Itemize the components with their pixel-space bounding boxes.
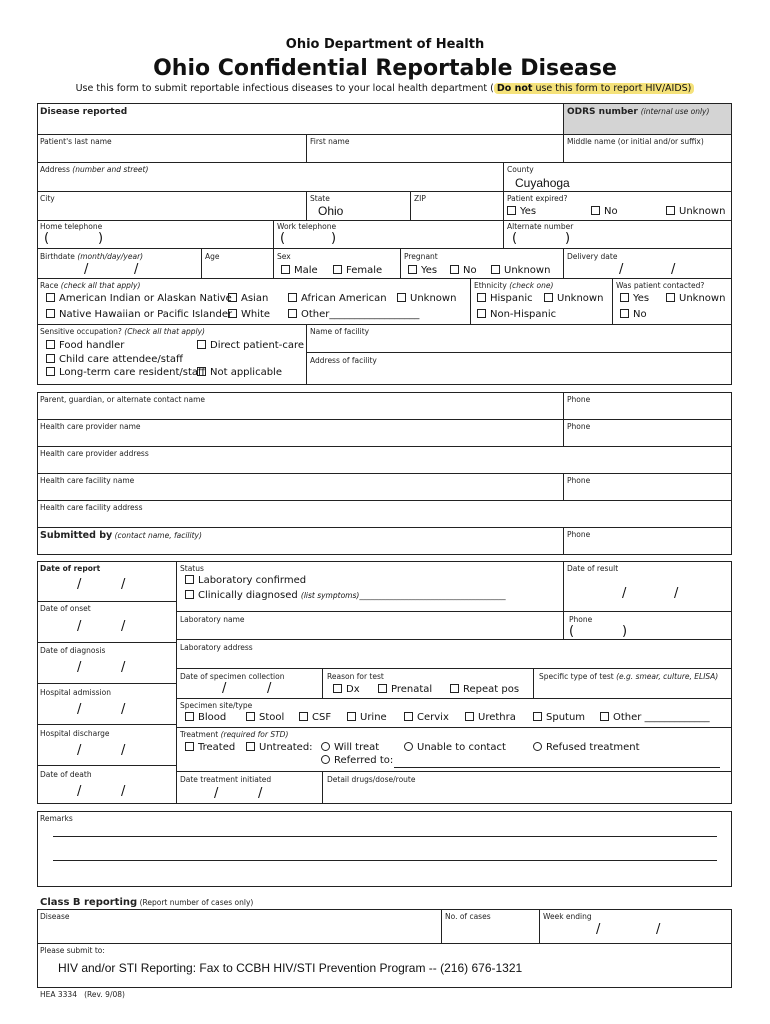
remarks-line-2[interactable]: [53, 860, 717, 861]
specimen-label: Stool: [259, 712, 285, 723]
work-phone-open: (: [280, 231, 286, 246]
reason-test-label: Reason for test: [327, 672, 384, 681]
race-unknown[interactable]: [397, 293, 456, 304]
occupation-label: Not applicable: [210, 367, 282, 378]
pregnant-unknown[interactable]: [491, 265, 550, 276]
treatment-note: (required for STD): [220, 730, 289, 739]
checkbox[interactable]: [333, 684, 342, 693]
provider-phone-label: Phone: [567, 422, 591, 431]
ethnicity-label: [474, 281, 553, 290]
race-text: Race: [40, 281, 59, 290]
race-option-label: Asian: [241, 293, 269, 304]
checkbox[interactable]: [591, 206, 600, 215]
specimen-label: Urethra: [478, 712, 516, 723]
expired-no[interactable]: [591, 206, 618, 217]
disease-reported-label: Disease reported: [40, 107, 128, 117]
hc-facility-phone-label: Phone: [567, 476, 591, 485]
checkbox[interactable]: [507, 206, 516, 215]
remarks-line-1[interactable]: [53, 836, 717, 837]
treatment-text: Treatment: [180, 730, 219, 739]
checkbox[interactable]: [477, 309, 486, 318]
race-asian[interactable]: [228, 293, 268, 304]
result-slash-2: /: [674, 586, 679, 601]
unknown-label: Unknown: [679, 293, 726, 304]
class-b-heading: [40, 897, 253, 908]
contacted-no[interactable]: [620, 309, 647, 320]
remarks-label: Remarks: [40, 814, 73, 823]
checkbox[interactable]: [347, 712, 356, 721]
onset-slash-2: /: [121, 619, 126, 634]
state-label: State: [310, 194, 330, 203]
date-treatment-label: Date treatment initiated: [180, 775, 272, 784]
date-onset-label: Date of onset: [40, 604, 91, 613]
work-phone-close: ): [331, 231, 337, 246]
reason-dx[interactable]: [333, 684, 360, 695]
checkbox[interactable]: [450, 684, 459, 693]
last-name-label: Patient's last name: [40, 137, 112, 146]
no-label: No: [604, 206, 618, 217]
date-diagnosis-label: Date of diagnosis: [40, 646, 106, 655]
checkbox[interactable]: [544, 293, 553, 302]
subtitle-post: use this form to report HIV/AIDS): [532, 83, 692, 94]
sensitive-note: (Check all that apply): [124, 327, 205, 336]
non-hispanic-label: Non-Hispanic: [490, 309, 557, 320]
home-phone-label: Home telephone: [40, 222, 103, 231]
race-african-american[interactable]: [288, 293, 387, 304]
site-other[interactable]: [600, 712, 710, 723]
sex-label: Sex: [277, 252, 291, 261]
submitted-phone-label: Phone: [567, 530, 591, 539]
specific-test-note: (e.g. smear, culture, ELISA): [616, 672, 719, 681]
occ-long-term[interactable]: [46, 367, 205, 378]
treatment-slash-1: /: [214, 786, 219, 801]
reason-repeat-pos[interactable]: [450, 684, 519, 695]
highlight: [494, 83, 695, 94]
other-line: _____________: [644, 712, 710, 723]
radio[interactable]: [321, 755, 330, 764]
specimen-label: Sputum: [546, 712, 586, 723]
dept-name: Ohio Department of Health: [285, 37, 485, 52]
specimen-slash-1: /: [222, 681, 227, 696]
checkbox[interactable]: [197, 340, 206, 349]
disease-label: Disease: [40, 912, 70, 921]
odrs-number-text: ODRS number: [567, 107, 638, 117]
alt-phone-open: (: [512, 231, 518, 246]
no-label: No: [633, 309, 647, 320]
week-ending-label: Week ending: [543, 912, 592, 921]
symptoms-line: _______________________________________: [359, 591, 506, 600]
checkbox[interactable]: [288, 293, 297, 302]
list-symptoms-note: (list symptoms): [300, 591, 360, 600]
death-slash-1: /: [77, 784, 82, 799]
submit-to-value[interactable]: HIV and/or STI Reporting: Fax to CCBH HIV/STI Prevention Program -- (216) 676-1321: [58, 961, 523, 975]
treatment-treated[interactable]: [185, 742, 235, 753]
race-option-label: White: [241, 309, 271, 320]
site-urine[interactable]: [347, 712, 387, 723]
unknown-label: Unknown: [504, 265, 551, 276]
date-death-label: Date of death: [40, 770, 92, 779]
birthdate-text: Birthdate: [40, 252, 75, 261]
checkbox[interactable]: [378, 684, 387, 693]
form-subtitle: [0, 83, 770, 94]
hospital-discharge-label: Hospital discharge: [40, 729, 110, 738]
lab-phone-close: ): [622, 624, 628, 639]
checkbox[interactable]: [477, 293, 486, 302]
delivery-slash-1: /: [619, 262, 624, 277]
num-cases-label: No. of cases: [445, 912, 491, 921]
site-blood[interactable]: [185, 712, 226, 723]
clin-diagnosed-text: Clinically diagnosed: [198, 590, 298, 601]
checkbox[interactable]: [600, 712, 609, 721]
please-submit-label: Please submit to:: [40, 946, 105, 955]
radio[interactable]: [404, 742, 413, 751]
week-slash-1: /: [596, 922, 601, 937]
occ-food-handler[interactable]: [46, 340, 124, 351]
site-sputum[interactable]: [533, 712, 585, 723]
home-phone-close: ): [98, 231, 104, 246]
contacted-label: Was patient contacted?: [616, 281, 705, 290]
odrs-label: [567, 107, 709, 117]
contacted-yes[interactable]: [620, 293, 649, 304]
prenatal-label: Prenatal: [391, 684, 433, 695]
race-option-label: American Indian or Alaskan Native: [59, 293, 232, 304]
provider-address-label: Health care provider address: [40, 449, 149, 458]
unable-contact-label: Unable to contact: [417, 742, 506, 753]
sensitive-label: [40, 327, 205, 336]
state-value[interactable]: Ohio: [318, 204, 344, 218]
submitted-by-text: Submitted by: [40, 530, 113, 541]
delivery-date-label: Delivery date: [567, 252, 618, 261]
contacted-unknown[interactable]: [666, 293, 725, 304]
lab-confirmed-text: Laboratory confirmed: [198, 575, 307, 586]
race-option-label: Native Hawaiian or Pacific Islander: [59, 309, 233, 320]
occ-direct-care[interactable]: [197, 340, 304, 351]
checkbox[interactable]: [185, 742, 194, 751]
lab-address-label: Laboratory address: [180, 643, 253, 652]
no-label: No: [463, 265, 477, 276]
county-value[interactable]: Cuyahoga: [515, 176, 570, 190]
expired-unknown[interactable]: [666, 206, 725, 217]
checkbox[interactable]: [46, 367, 55, 376]
delivery-slash-2: /: [671, 262, 676, 277]
checkbox[interactable]: [408, 265, 417, 274]
unknown-label: Unknown: [557, 293, 604, 304]
first-name-label: First name: [310, 137, 350, 146]
checkbox[interactable]: [197, 367, 206, 376]
checkbox[interactable]: [533, 712, 542, 721]
site-stool[interactable]: [246, 712, 284, 723]
specimen-date-label: Date of specimen collection: [180, 672, 285, 681]
ethnicity-text: Ethnicity: [474, 281, 507, 290]
class-b-note: (Report number of cases only): [139, 898, 254, 907]
unknown-label: Unknown: [679, 206, 726, 217]
status-clin-diagnosed[interactable]: [185, 590, 506, 601]
guardian-phone-label: Phone: [567, 395, 591, 404]
status-label: Status: [180, 564, 204, 573]
work-phone-label: Work telephone: [277, 222, 337, 231]
discharge-slash-2: /: [121, 743, 126, 758]
home-phone-open: (: [44, 231, 50, 246]
class-b-text: Class B reporting: [40, 897, 138, 908]
male-label: Male: [294, 265, 318, 276]
checkbox[interactable]: [288, 309, 297, 318]
ethnicity-hispanic[interactable]: [477, 293, 533, 304]
specific-test-label: [539, 672, 718, 681]
occupation-label: Food handler: [59, 340, 125, 351]
race-american-indian[interactable]: [46, 293, 232, 304]
ethnicity-note: (check one): [509, 281, 554, 290]
birthdate-note: (month/day/year): [77, 252, 144, 261]
ethnicity-non-hispanic[interactable]: [477, 309, 556, 320]
checkbox[interactable]: [246, 712, 255, 721]
female-label: Female: [346, 265, 383, 276]
specimen-label: CSF: [312, 712, 332, 723]
odrs-note: (internal use only): [640, 107, 710, 116]
site-urethra[interactable]: [465, 712, 516, 723]
result-slash-1: /: [622, 586, 627, 601]
race-white[interactable]: [228, 309, 270, 320]
race-note: (check all that apply): [60, 281, 141, 290]
reason-prenatal[interactable]: [378, 684, 432, 695]
admission-slash-1: /: [77, 702, 82, 717]
submitted-by-label: [40, 530, 202, 541]
week-slash-2: /: [656, 922, 661, 937]
refused-label: Refused treatment: [546, 742, 640, 753]
date-result-label: Date of result: [567, 564, 619, 573]
checkbox[interactable]: [465, 712, 474, 721]
untreated-will-treat[interactable]: [321, 742, 379, 753]
checkbox[interactable]: [228, 293, 237, 302]
occ-child-care[interactable]: [46, 354, 183, 365]
subtitle-pre: Use this form to submit reportable infectious diseases to your local health department (: [75, 83, 494, 94]
specimen-label: Blood: [198, 712, 227, 723]
checkbox[interactable]: [299, 712, 308, 721]
other-blank: __________________: [329, 309, 420, 320]
checkbox[interactable]: [46, 309, 55, 318]
specimen-label: Other: [613, 712, 642, 723]
birthdate-slash-2: /: [134, 262, 139, 277]
checkbox[interactable]: [228, 309, 237, 318]
pregnant-label: Pregnant: [404, 252, 438, 261]
race-other[interactable]: [288, 309, 419, 320]
form-title: Ohio Confidential Reportable Disease: [153, 56, 617, 81]
repeat-pos-label: Repeat pos: [463, 684, 520, 695]
detail-drugs-label: Detail drugs/dose/route: [327, 775, 416, 784]
middle-name-label: Middle name (or initial and/or suffix): [567, 137, 704, 146]
address-label: [40, 165, 148, 174]
zip-label: ZIP: [414, 194, 426, 203]
untreated-referred[interactable]: [321, 755, 393, 766]
birthdate-slash-1: /: [84, 262, 89, 277]
referred-label: Referred to:: [334, 755, 394, 766]
untreated-unable-contact[interactable]: [404, 742, 506, 753]
sensitive-text: Sensitive occupation?: [40, 327, 122, 336]
pregnant-yes[interactable]: [408, 265, 437, 276]
site-csf[interactable]: [299, 712, 331, 723]
race-native-hawaiian[interactable]: [46, 309, 232, 320]
checkbox[interactable]: [185, 575, 194, 584]
hospital-admission-label: Hospital admission: [40, 688, 111, 697]
untreated-refused[interactable]: [533, 742, 640, 753]
checkbox[interactable]: [666, 206, 675, 215]
radio[interactable]: [533, 742, 542, 751]
occupation-label: Long-term care resident/staff: [59, 367, 205, 378]
alt-phone-close: ): [565, 231, 571, 246]
admission-slash-2: /: [121, 702, 126, 717]
checkbox[interactable]: [46, 293, 55, 302]
yes-label: Yes: [633, 293, 650, 304]
hc-facility-address-label: Health care facility address: [40, 503, 143, 512]
city-label: City: [40, 194, 55, 203]
race-option-label: Other: [301, 309, 330, 320]
radio[interactable]: [321, 742, 330, 751]
checkbox[interactable]: [281, 265, 290, 274]
site-cervix[interactable]: [404, 712, 449, 723]
checkbox[interactable]: [491, 265, 500, 274]
checkbox[interactable]: [620, 293, 629, 302]
specimen-slash-2: /: [267, 681, 272, 696]
race-label: [40, 281, 140, 290]
ethnicity-unknown[interactable]: [544, 293, 603, 304]
facility-address-label: Address of facility: [310, 356, 377, 365]
hispanic-label: Hispanic: [490, 293, 533, 304]
form-id: HEA 3334 (Rev. 9/08): [40, 990, 125, 999]
diagnosis-slash-1: /: [77, 660, 82, 675]
specimen-label: Urine: [360, 712, 387, 723]
report-slash-2: /: [121, 577, 126, 592]
address-note: (number and street): [72, 165, 149, 174]
checkbox[interactable]: [246, 742, 255, 751]
checkbox[interactable]: [185, 590, 194, 599]
occupation-label: Direct patient-care: [210, 340, 304, 351]
birthdate-label: [40, 252, 143, 261]
sex-male[interactable]: [281, 265, 318, 276]
facility-name-label: Name of facility: [310, 327, 370, 336]
checkbox[interactable]: [620, 309, 629, 318]
untreated-label: Untreated:: [259, 742, 313, 753]
date-report-label: Date of report: [40, 564, 101, 573]
checkbox[interactable]: [397, 293, 406, 302]
sex-female[interactable]: [333, 265, 382, 276]
alt-number-label: Alternate number: [507, 222, 574, 231]
provider-name-label: Health care provider name: [40, 422, 141, 431]
specific-test-text: Specific type of test: [539, 672, 614, 681]
checkbox[interactable]: [404, 712, 413, 721]
treatment-untreated[interactable]: [246, 742, 313, 753]
county-label: County: [507, 165, 534, 174]
specimen-site-label: Specimen site/type: [180, 701, 253, 710]
checkbox[interactable]: [666, 293, 675, 302]
dx-label: Dx: [346, 684, 360, 695]
age-label: Age: [205, 252, 220, 261]
diagnosis-slash-2: /: [121, 660, 126, 675]
treatment-label: [180, 730, 288, 739]
pregnant-no[interactable]: [450, 265, 477, 276]
hc-facility-name-label: Health care facility name: [40, 476, 135, 485]
checkbox[interactable]: [46, 354, 55, 363]
specimen-label: Cervix: [417, 712, 449, 723]
address-text: Address: [40, 165, 70, 174]
checkbox[interactable]: [450, 265, 459, 274]
do-not-text: Do not: [496, 83, 533, 94]
checkbox[interactable]: [333, 265, 342, 274]
yes-label: Yes: [421, 265, 438, 276]
checkbox[interactable]: [185, 712, 194, 721]
submitted-note: (contact name, facility): [114, 531, 202, 540]
occ-not-applicable[interactable]: [197, 367, 282, 378]
death-slash-2: /: [121, 784, 126, 799]
lab-phone-open: (: [569, 624, 575, 639]
report-slash-1: /: [77, 577, 82, 592]
occupation-label: Child care attendee/staff: [59, 354, 183, 365]
treated-label: Treated: [198, 742, 236, 753]
treatment-slash-2: /: [258, 786, 263, 801]
race-option-label: Unknown: [410, 293, 457, 304]
will-treat-label: Will treat: [334, 742, 380, 753]
lab-name-label: Laboratory name: [180, 615, 245, 624]
patient-expired-label: Patient expired?: [507, 194, 568, 203]
guardian-label: Parent, guardian, or alternate contact name: [40, 395, 206, 404]
expired-yes[interactable]: [507, 206, 536, 217]
onset-slash-1: /: [77, 619, 82, 634]
race-option-label: African American: [301, 293, 387, 304]
lab-phone-label: Phone: [569, 615, 593, 624]
discharge-slash-1: /: [77, 743, 82, 758]
checkbox[interactable]: [46, 340, 55, 349]
yes-label: Yes: [520, 206, 537, 217]
status-lab-confirmed[interactable]: [185, 575, 306, 586]
